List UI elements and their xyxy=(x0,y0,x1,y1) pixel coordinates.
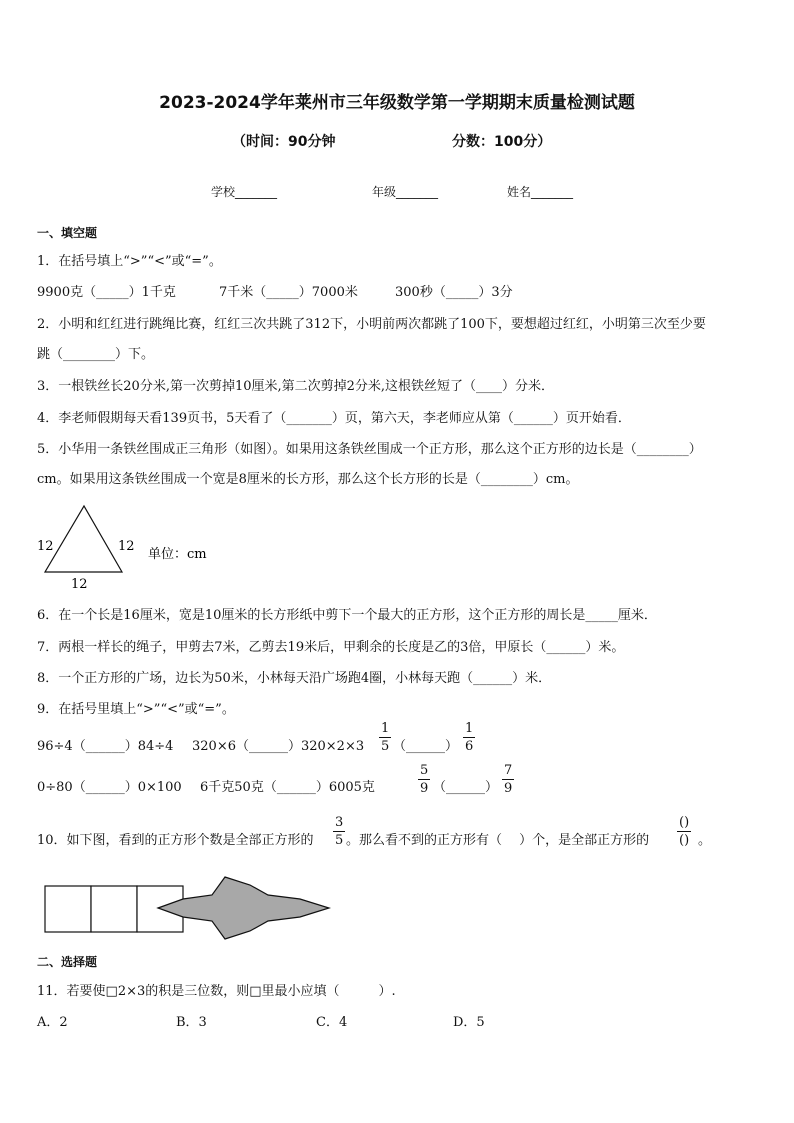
q9f-text: 6千克50克（______）6005克 xyxy=(200,780,375,795)
q1c-text: 300秒（_____）3分 xyxy=(395,285,513,300)
q9e-text: 0÷80（______）0×100 xyxy=(37,780,182,795)
triangle-bottom-label: 12 xyxy=(71,577,88,592)
q7-text: 7．两根一样长的绳子，甲剪去7米，乙剪去19米后，甲剩余的长度是乙的3倍，甲原长（______）米。 xyxy=(37,640,625,655)
q9h-fraction xyxy=(502,764,514,795)
fraction-denominator: 9 xyxy=(420,781,429,796)
fraction-denominator: 5 xyxy=(381,739,390,754)
q9d-fraction xyxy=(463,722,475,753)
q8-text: 8．一个正方形的广场，边长为50米，小林每天沿广场跑4圈，小林每天跑（______）米． xyxy=(37,671,552,686)
q10-fraction xyxy=(333,816,345,847)
q2-text-1: 2．小明和红红进行跳绳比赛，红红三次共跳了312下，小明前两次都跳了100下，要想超过红红，小明第三次至少要 xyxy=(37,317,706,332)
squares-figure xyxy=(40,875,340,945)
fraction-denominator: 9 xyxy=(504,781,513,796)
fraction-numerator: () xyxy=(679,815,690,830)
total-score: 分数：100分） xyxy=(452,134,552,150)
q1a-text: 9900克（_____）1千克 xyxy=(37,285,176,300)
q1-text: 1．在括号填上“>”“<”或“=”。 xyxy=(37,254,222,269)
fraction-numerator: 1 xyxy=(381,721,390,736)
school-field: 学校_______ xyxy=(211,185,278,199)
q9c-blank: （______） xyxy=(393,739,459,754)
section1-heading: 一、填空题 xyxy=(37,226,98,240)
triangle-left-label: 12 xyxy=(37,539,54,554)
cover-shape xyxy=(158,877,329,939)
visible-square xyxy=(45,886,91,932)
grade-field: 年级_______ xyxy=(372,185,439,199)
triangle-figure xyxy=(30,500,230,595)
q10-text-1: 10．如下图，看到的正方形个数是全部正方形的 xyxy=(37,833,314,848)
q5-text-1: 5．小华用一条铁丝围成正三角形（如图）。如果用这条铁丝围成一个正方形，那么这个正方形的边长是（________） xyxy=(37,442,702,457)
unit-label: 单位：cm xyxy=(148,547,207,562)
q9c-fraction xyxy=(379,722,391,753)
q4-text: 4．李老师假期每天看139页书，5天看了（_______）页，第六天，李老师应从第（______）页开始看． xyxy=(37,411,631,426)
triangle-right-label: 12 xyxy=(118,539,135,554)
q10-fraction-blank xyxy=(677,816,691,847)
visible-square xyxy=(91,886,137,932)
q11-text: 11．若要使□2×3的积是三位数，则□里最小应填（ ）. xyxy=(37,984,396,999)
option-b: B．3 xyxy=(176,1015,207,1030)
page-title: 2023-2024学年莱州市三年级数学第一学期期末质量检测试题 xyxy=(159,93,635,113)
q9b-text: 320×6（______）320×2×3 xyxy=(192,739,365,754)
q9g-blank: （______） xyxy=(433,780,499,795)
fraction-numerator: 3 xyxy=(335,815,344,830)
q3-text: 3．一根铁丝长20分米,第一次剪掉10厘米,第二次剪掉2分米,这根铁丝短了（____）分米． xyxy=(37,379,555,394)
q2-text-2: 跳（________）下。 xyxy=(37,347,155,362)
q10-text-2: 。那么看不到的正方形有（ ）个，是全部正方形的 xyxy=(346,833,650,848)
q10-text-3: 。 xyxy=(698,833,712,848)
q6-text: 6．在一个长是16厘米，宽是10厘米的长方形纸中剪下一个最大的正方形，这个正方形的周长是_____厘米． xyxy=(37,608,657,623)
section2-heading: 二、选择题 xyxy=(37,955,98,969)
name-field: 姓名_______ xyxy=(507,185,574,199)
option-d: D．5 xyxy=(453,1015,485,1030)
q5-text-2: cm。如果用这条铁丝围成一个宽是8厘米的长方形，那么这个长方形的长是（________）cm。 xyxy=(37,472,579,487)
fraction-denominator: 5 xyxy=(335,833,344,848)
fraction-numerator: 7 xyxy=(504,763,513,778)
fraction-denominator: () xyxy=(679,833,690,848)
q9-text: 9．在括号里填上“>”“<”或“=”。 xyxy=(37,702,235,717)
time-limit: （时间：90分钟 xyxy=(232,134,336,150)
fraction-numerator: 1 xyxy=(465,721,474,736)
fraction-numerator: 5 xyxy=(420,763,429,778)
q9a-text: 96÷4（______）84÷4 xyxy=(37,739,174,754)
q1b-text: 7千米（_____）7000米 xyxy=(219,285,358,300)
triangle-shape xyxy=(45,506,122,572)
option-c: C．4 xyxy=(316,1015,348,1030)
option-a: A．2 xyxy=(37,1015,68,1030)
q9g-fraction xyxy=(418,764,430,795)
fraction-denominator: 6 xyxy=(465,739,474,754)
